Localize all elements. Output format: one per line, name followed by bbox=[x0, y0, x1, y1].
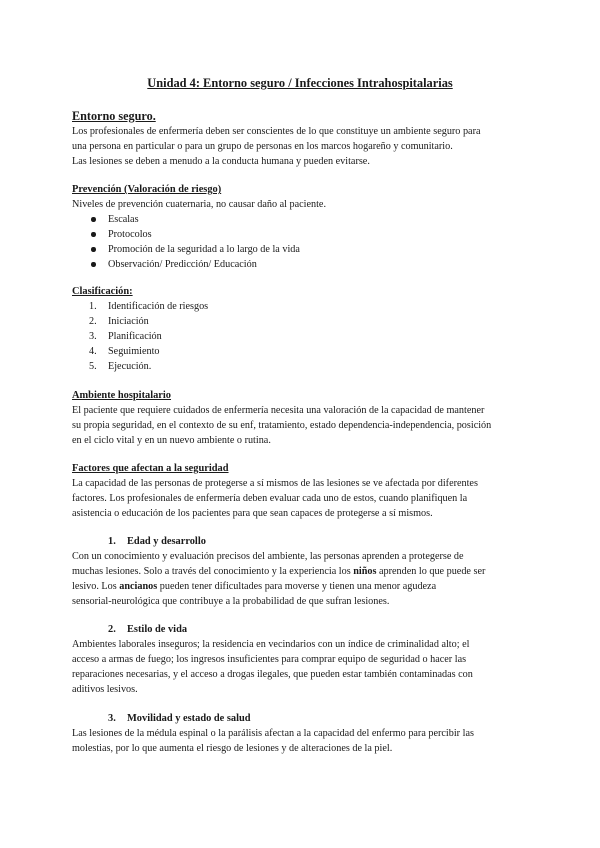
bullet-list bbox=[72, 212, 532, 272]
paragraph-line: Ambientes laborales inseguros; la residencia en vecindarios con un índice de criminalidad alto; el bbox=[72, 639, 470, 650]
paragraph-line: Las lesiones de la médula espinal o la parálisis afectan a la capacidad del enfermo para percibir las bbox=[72, 728, 474, 739]
heading-entorno-seguro: Entorno seguro. bbox=[72, 109, 156, 123]
list-item: Observación/ Predicción/ Educación bbox=[72, 257, 532, 272]
paragraph-line: muchas lesiones. Solo a través del conocimiento y la experiencia los niños aprenden lo que puede ser bbox=[72, 566, 486, 577]
list-item: Protocolos bbox=[72, 227, 532, 242]
paragraph-line: molestias, por lo que aumenta el riesgo de lesiones y de alteraciones de la piel. bbox=[72, 743, 393, 754]
section-clasificacion bbox=[72, 284, 532, 374]
list-item: 1. Identificación de riesgos bbox=[89, 301, 209, 312]
list-item: 2. Iniciación bbox=[89, 316, 149, 327]
paragraph-line: su propia seguridad, en el contexto de su enf, tratamiento, estado dependencia-independencia, posición bbox=[72, 420, 492, 431]
paragraph-line: en el ciclo vital y en un nuevo ambiente o rutina. bbox=[72, 435, 271, 446]
paragraph-line: Las lesiones se deben a menudo a la conducta humana y pueden evitarse. bbox=[72, 156, 370, 167]
section-ambiente-hospitalario bbox=[72, 388, 532, 448]
paragraph-line: reparaciones necesarias, y el acceso a drogas ilegales, que pueden estar también contaminadas con bbox=[72, 669, 473, 680]
subheading-movilidad: 3. Movilidad y estado de salud bbox=[108, 713, 251, 724]
numbered-list bbox=[72, 299, 532, 374]
section-factores bbox=[72, 461, 532, 521]
section-prevencion bbox=[72, 182, 532, 272]
list-item: 5. Ejecución. bbox=[89, 361, 152, 372]
list-item: Escalas bbox=[72, 212, 532, 227]
heading-prevencion: Prevención (Valoración de riesgo) bbox=[72, 184, 222, 195]
section-movilidad bbox=[72, 711, 532, 756]
paragraph-line: aditivos lesivos. bbox=[72, 684, 138, 695]
list-item: 3. Planificación bbox=[89, 331, 162, 342]
paragraph-line: Con un conocimiento y evaluación precisos del ambiente, las personas aprenden a protegerse de bbox=[72, 551, 464, 562]
heading-clasificacion: Clasificación: bbox=[72, 286, 133, 297]
subheading-edad: 1. Edad y desarrollo bbox=[108, 536, 206, 547]
heading-factores: Factores que afectan a la seguridad bbox=[72, 463, 229, 474]
paragraph-line: asistencia o educación de los pacientes para que sean capaces de protegerse a sí mismos. bbox=[72, 508, 433, 519]
section-edad-desarrollo bbox=[72, 534, 532, 609]
paragraph-line: sensorial-neurológica que contribuye a la probabilidad de que sufran lesiones. bbox=[72, 596, 390, 607]
page-title: Unidad 4: Entorno seguro / Infecciones Intrahospitalarias bbox=[147, 76, 453, 90]
paragraph-line: Los profesionales de enfermería deben ser conscientes de lo que constituye un ambiente seguro para bbox=[72, 126, 481, 137]
paragraph-line: Niveles de prevención cuaternaria, no causar daño al paciente. bbox=[72, 199, 326, 210]
section-estilo-vida bbox=[72, 622, 532, 697]
paragraph-line: El paciente que requiere cuidados de enfermería necesita una valoración de la capacidad de mantener bbox=[72, 405, 485, 416]
subheading-estilo: 2. Estilo de vida bbox=[108, 624, 188, 635]
paragraph-line: factores. Los profesionales de enfermería deben evaluar cada uno de estos, cuando planifiquen la bbox=[72, 493, 468, 504]
list-item: 4. Seguimiento bbox=[89, 346, 160, 357]
paragraph-line: una persona en particular o para un grupo de personas en los marcos hogareño y comunitario. bbox=[72, 141, 453, 152]
heading-ambiente-hospitalario: Ambiente hospitalario bbox=[72, 390, 172, 401]
section-entorno-seguro bbox=[72, 109, 532, 169]
paragraph-line: lesivo. Los ancianos pueden tener dificultades para moverse y tienen una menor agudeza bbox=[72, 581, 437, 592]
paragraph-line: La capacidad de las personas de protegerse a sí mismos de las lesiones se ve afectada por diferentes bbox=[72, 478, 478, 489]
paragraph-line: acceso a armas de fuego; los ingresos insuficientes para comprar equipo de seguridad o hacer las bbox=[72, 654, 467, 665]
list-item: Promoción de la seguridad a lo largo de la vida bbox=[72, 242, 532, 257]
